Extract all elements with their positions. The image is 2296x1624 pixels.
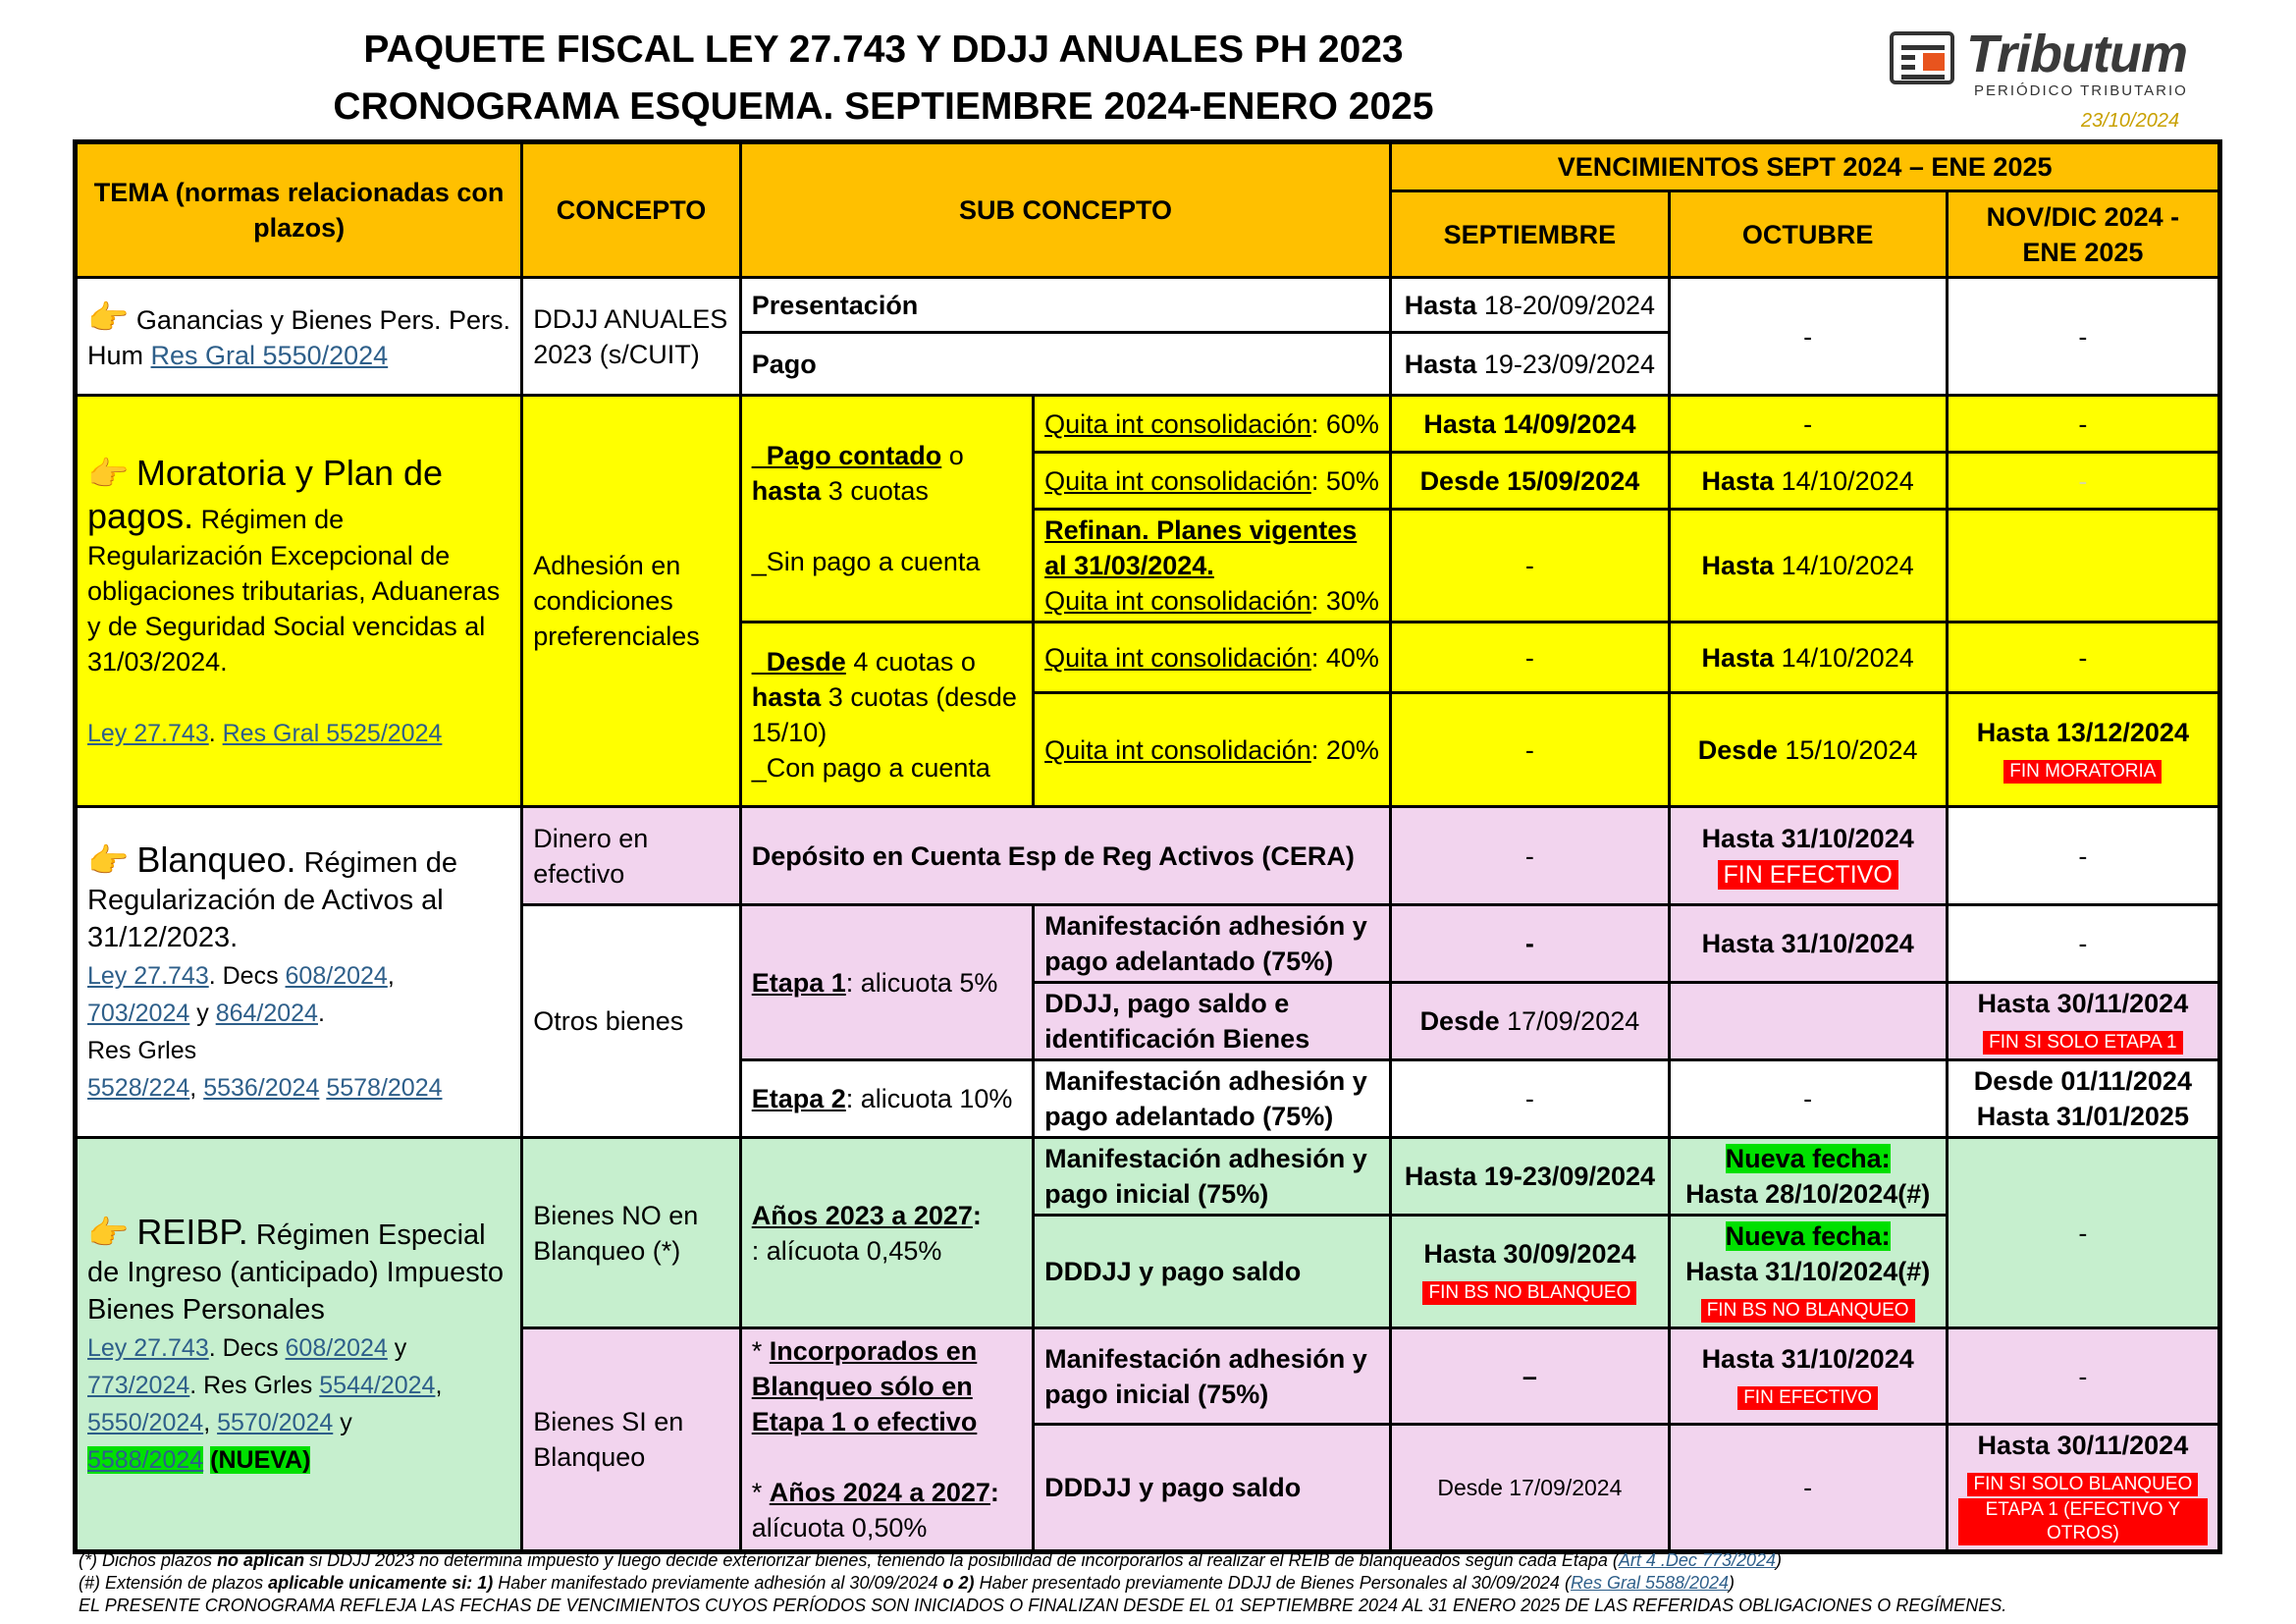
e1r1-nov: - <box>1947 905 2219 983</box>
link-ley-27743[interactable]: Ley 27.743 <box>87 720 209 747</box>
concepto-ddjj: DDJJ ANUALES 2023 (s/CUIT) <box>522 278 741 396</box>
header-sub-concepto: SUB CONCEPTO <box>740 142 1391 278</box>
si-r1-oct: Hasta 31/10/2024 FIN EFECTIVO <box>1669 1328 1947 1425</box>
sub-pago: Pago <box>740 333 1391 396</box>
link-ley-27743-reibp[interactable]: Ley 27.743 <box>87 1334 209 1362</box>
moratoria-r2-sep: Desde 15/09/2024 <box>1391 453 1669 510</box>
footnotes <box>79 1549 2238 1617</box>
moratoria-r1-sep: Hasta 14/09/2024 <box>1391 396 1669 453</box>
moratoria-r5-nov: Hasta 13/12/2024 FIN MORATORIA <box>1947 693 2219 807</box>
tema-reibp: 👉 REIBP. Régimen Especial de Ingreso (anticipado) Impuesto Bienes Personales Ley 27.743. Decs 608/2024 y 773/2024. Res Grles 5544/2024, 5550/2024, 5570/2024 y 5588/2024 (NUEVA) <box>76 1138 522 1552</box>
tema-blanqueo: 👉 Blanqueo. Régimen de Regularización de Activos al 31/12/2023. Ley 27.743. Decs 608/2024, 703/2024 y 864/2024. Res Grles 5528/224, 5536/2024 5578/2024 <box>76 807 522 1138</box>
dinero-nov: - <box>1947 807 2219 905</box>
page-subtitle: CRONOGRAMA ESQUEMA. SEPTIEMBRE 2024-ENERO 2025 <box>333 85 1434 128</box>
nueva-fecha-badge: Nueva fecha: <box>1725 1221 1891 1251</box>
header-novdic: NOV/DIC 2024 - ENE 2025 <box>1947 191 2219 278</box>
e1r2-nov: Hasta 30/11/2024 FIN SI SOLO ETAPA 1 <box>1947 983 2219 1060</box>
no-nov: - <box>1947 1138 2219 1328</box>
link-dec-864[interactable]: 864/2024 <box>215 1000 318 1027</box>
sub-anos-2023-2027: Años 2023 a 2027: : alícuota 0,45% <box>740 1138 1033 1328</box>
fin-bs-no-blanqueo-badge: FIN BS NO BLANQUEO <box>1701 1299 1915 1323</box>
footnote-3: EL PRESENTE CRONOGRAMA REFLEJA LAS FECHAS DE VENCIMIENTOS CUYOS PERÍODOS SON INICIADOS O FINALIZAN DESDE EL 01 SEPTIEMBRE 2024 AL 31 ENERO 2025 DE LAS REFERIDAS OBLIGACIONES O REGÍMENES. <box>79 1596 2007 1615</box>
concepto-otros-bienes: Otros bienes <box>522 905 741 1138</box>
concepto-dinero: Dinero en efectivo <box>522 807 741 905</box>
fin-efectivo-badge: FIN EFECTIVO <box>1718 860 1898 890</box>
pointing-hand-icon: 👉 <box>87 1215 130 1252</box>
link-res-5578[interactable]: 5578/2024 <box>326 1074 443 1102</box>
moratoria-r5-sep: - <box>1391 693 1669 807</box>
si-ddjj: DDDJJ y pago saldo <box>1034 1425 1391 1552</box>
si-r1-nov: - <box>1947 1328 2219 1425</box>
newspaper-icon <box>1890 31 1954 84</box>
header-vencimientos: VENCIMIENTOS SEPT 2024 – ENE 2025 <box>1391 142 2220 191</box>
link-dec-608[interactable]: 608/2024 <box>285 962 388 990</box>
link-res-gral-5525[interactable]: Res Gral 5525/2024 <box>222 720 443 747</box>
link-res-5550[interactable]: 5550/2024 <box>87 1409 204 1436</box>
e1-manifestacion: Manifestación adhesión y pago adelantado (75%) <box>1034 905 1391 983</box>
moratoria-r4-oct: Hasta 14/10/2024 <box>1669 623 1947 693</box>
fin-si-blanqueo-badge: FIN SI SOLO BLANQUEO <box>1967 1473 2198 1496</box>
header-tema: TEMA (normas relacionadas con plazos) <box>76 142 522 278</box>
nueva-fecha-badge: Nueva fecha: <box>1725 1144 1891 1173</box>
link-ley-27743-blanqueo[interactable]: Ley 27.743 <box>87 962 209 990</box>
e1-ddjj: DDJJ, pago saldo e identificación Bienes <box>1034 983 1391 1060</box>
quita-40: Quita int consolidación: 40% <box>1034 623 1391 693</box>
footnote-2: (#) Extensión de plazos aplicable unicamente si: 1) Haber manifestado previamente adhesión al 30/09/2024 o 2) Haber presentado previamente DDJJ de Bienes Personales al 30/09/2024 (Res Gral 5588/2024) <box>79 1573 1735 1593</box>
publication-date: 23/10/2024 <box>2081 110 2180 132</box>
logo-subtitle: PERIÓDICO TRIBUTARIO <box>1974 82 2188 99</box>
link-dec-703[interactable]: 703/2024 <box>87 1000 190 1027</box>
fin-moratoria-badge: FIN MORATORIA <box>2003 760 2162 784</box>
header-octubre: OCTUBRE <box>1669 191 1947 278</box>
no-r2-oct: Nueva fecha: Hasta 31/10/2024(#) FIN BS NO BLANQUEO <box>1669 1216 1947 1328</box>
link-dec-608-reibp[interactable]: 608/2024 <box>285 1334 388 1362</box>
ganancias-oct: - <box>1669 278 1947 396</box>
quita-20: Quita int consolidación: 20% <box>1034 693 1391 807</box>
si-r2-oct: - <box>1669 1425 1947 1552</box>
ganancias-pago-sep: Hasta 19-23/09/2024 <box>1391 333 1669 396</box>
e2-nov: Desde 01/11/2024 Hasta 31/01/2025 <box>1947 1060 2219 1138</box>
e2-manifestacion: Manifestación adhesión y pago adelantado (75%) <box>1034 1060 1391 1138</box>
ganancias-presentacion-sep: Hasta 18-20/09/2024 <box>1391 278 1669 333</box>
no-ddjj: DDDJJ y pago saldo <box>1034 1216 1391 1328</box>
si-r2-sep: Desde 17/09/2024 <box>1391 1425 1669 1552</box>
header-concepto: CONCEPTO <box>522 142 741 278</box>
concepto-si-blanqueo: Bienes SI en Blanqueo <box>522 1328 741 1552</box>
moratoria-r3-sep: - <box>1391 510 1669 623</box>
footnote-1: (*) Dichos plazos no aplican si DDJJ 2023 no determina impuesto y luego decide exteriorizar bienes, teniendo la posibilidad de incorporarlos al realizar el REIB de blanqueados según cada Etapa (Art 4 .Dec 773/2024) <box>79 1550 1782 1570</box>
e2-oct: - <box>1669 1060 1947 1138</box>
moratoria-r1-nov: - <box>1947 396 2219 453</box>
link-res-gral-5588[interactable]: Res Gral 5588/2024 <box>1570 1573 1730 1593</box>
sub-etapa-1: Etapa 1: alicuota 5% <box>740 905 1033 1060</box>
link-res-5570[interactable]: 5570/2024 <box>217 1409 334 1436</box>
pointing-hand-icon: 👉 <box>87 298 130 337</box>
concepto-no-blanqueo: Bienes NO en Blanqueo (*) <box>522 1138 741 1328</box>
moratoria-r3-oct: Hasta 14/10/2024 <box>1669 510 1947 623</box>
e1r2-sep: Desde 17/09/2024 <box>1391 983 1669 1060</box>
sub-desde-4-cuotas: _Desde 4 cuotas o hasta 3 cuotas (desde 15/10) _Con pago a cuenta <box>740 623 1033 807</box>
link-res-gral-5550[interactable]: Res Gral 5550/2024 <box>150 340 389 370</box>
dinero-oct: Hasta 31/10/2024 FIN EFECTIVO <box>1669 807 1947 905</box>
link-res-5588[interactable]: 5588/2024 <box>87 1446 204 1474</box>
moratoria-r2-nov: - <box>1947 453 2219 510</box>
link-res-5536[interactable]: 5536/2024 <box>203 1074 320 1102</box>
moratoria-r5-oct: Desde 15/10/2024 <box>1669 693 1947 807</box>
dinero-sep: - <box>1391 807 1669 905</box>
sub-pago-contado: _Pago contado o hasta 3 cuotas _Sin pago a cuenta <box>740 396 1033 623</box>
etapa1-badge: ETAPA 1 (EFECTIVO Y OTROS) <box>1958 1498 2208 1545</box>
no-r1-sep: Hasta 19-23/09/2024 <box>1391 1138 1669 1216</box>
fin-bs-no-blanqueo-badge: FIN BS NO BLANQUEO <box>1422 1281 1636 1305</box>
sub-etapa-2: Etapa 2: alicuota 10% <box>740 1060 1033 1138</box>
schedule-table <box>73 139 2222 1554</box>
no-manifestacion: Manifestación adhesión y pago inicial (75%) <box>1034 1138 1391 1216</box>
sub-deposito-cera: Depósito en Cuenta Esp de Reg Activos (CERA) <box>740 807 1391 905</box>
e2-sep: - <box>1391 1060 1669 1138</box>
pointing-hand-icon: 👉 <box>87 456 130 493</box>
concepto-adhesion: Adhesión en condiciones preferenciales <box>522 396 741 807</box>
quita-50: Quita int consolidación: 50% <box>1034 453 1391 510</box>
tema-ganancias: 👉 Ganancias y Bienes Pers. Pers. Hum Res Gral 5550/2024 <box>76 278 522 396</box>
si-r1-sep: – <box>1391 1328 1669 1425</box>
tema-moratoria: 👉 Moratoria y Plan de pagos. Régimen de Regularización Excepcional de obligaciones tributarias, Aduaneras y de Seguridad Social vencidas al 31/03/2024. Ley 27.743. Res Gral 5525/2024 <box>76 396 522 807</box>
tributum-logo <box>1890 25 2204 118</box>
sub-presentacion: Presentación <box>740 278 1391 333</box>
si-r2-nov: Hasta 30/11/2024 FIN SI SOLO BLANQUEO ETAPA 1 (EFECTIVO Y OTROS) <box>1947 1425 2219 1552</box>
si-manifestacion: Manifestación adhesión y pago inicial (75%) <box>1034 1328 1391 1425</box>
no-r2-sep: Hasta 30/09/2024 FIN BS NO BLANQUEO <box>1391 1216 1669 1328</box>
link-res-5528[interactable]: 5528/224 <box>87 1074 190 1102</box>
sub-incorporados: * Incorporados en Blanqueo sólo en Etapa 1 o efectivo * Años 2024 a 2027: alícuota 0,50% <box>740 1328 1033 1552</box>
header-septiembre: SEPTIEMBRE <box>1391 191 1669 278</box>
page-title: PAQUETE FISCAL LEY 27.743 Y DDJJ ANUALES PH 2023 <box>363 28 1404 71</box>
moratoria-r2-oct: Hasta 14/10/2024 <box>1669 453 1947 510</box>
ganancias-nov: - <box>1947 278 2219 396</box>
e1r1-oct: Hasta 31/10/2024 <box>1669 905 1947 983</box>
moratoria-r4-sep: - <box>1391 623 1669 693</box>
no-r1-oct: Nueva fecha: Hasta 28/10/2024(#) <box>1669 1138 1947 1216</box>
e1r2-oct <box>1669 983 1947 1060</box>
moratoria-r1-oct: - <box>1669 396 1947 453</box>
pointing-hand-icon: 👉 <box>87 842 130 880</box>
e1r1-sep: - <box>1391 905 1669 983</box>
quita-60: Quita int consolidación: 60% <box>1034 396 1391 453</box>
logo-name: Tributum <box>1966 25 2187 83</box>
refinan-planes: Refinan. Planes vigentes al 31/03/2024. Quita int consolidación: 30% <box>1034 510 1391 623</box>
moratoria-r3-nov <box>1947 510 2219 623</box>
moratoria-r4-nov: - <box>1947 623 2219 693</box>
link-res-5544[interactable]: 5544/2024 <box>319 1372 436 1399</box>
link-art4-dec-773[interactable]: Art 4 .Dec 773/2024 <box>1618 1550 1776 1570</box>
link-dec-773[interactable]: 773/2024 <box>87 1372 190 1399</box>
fin-etapa1-badge: FIN SI SOLO ETAPA 1 <box>1983 1031 2182 1055</box>
fin-efectivo-badge: FIN EFECTIVO <box>1737 1386 1878 1410</box>
